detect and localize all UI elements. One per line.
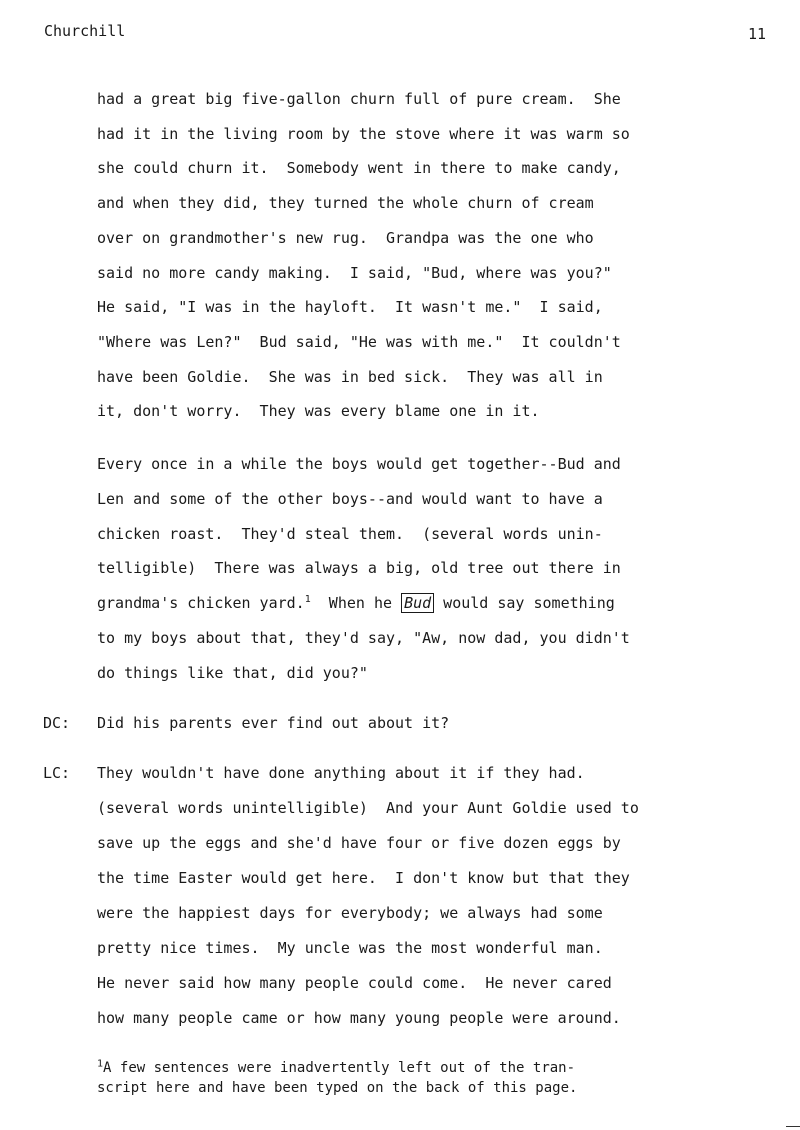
text-line: Did his parents ever find out about it? xyxy=(97,714,450,732)
text-line: telligible) There was always a big, old tree out there in xyxy=(97,559,621,578)
speaker-label-lc: LC: xyxy=(43,764,71,782)
margin-mark xyxy=(786,1126,800,1127)
text-line: save up the eggs and she'd have four or five dozen eggs by xyxy=(97,834,621,852)
text-line: she could churn it. Somebody went in there to make candy, xyxy=(97,159,621,178)
footnote-marker: 1 xyxy=(97,1058,104,1070)
text-line: were the happiest days for everybody; we always had some xyxy=(97,904,603,922)
text-line: chicken roast. They'd steal them. (several words unin- xyxy=(97,524,603,543)
text-line: and when they did, they turned the whole churn of cream xyxy=(97,194,594,213)
text-segment: When he xyxy=(310,594,402,613)
text-line: over on grandmother's new rug. Grandpa was the one who xyxy=(97,228,594,247)
text-line: Len and some of the other boys--and would want to have a xyxy=(97,489,603,508)
text-line: said no more candy making. I said, "Bud, where was you?" xyxy=(97,263,612,282)
text-line: how many people came or how many young people were around. xyxy=(97,1009,621,1027)
text-segment: would say something xyxy=(434,594,615,613)
text-line: "Where was Len?" Bud said, "He was with me." It couldn't xyxy=(97,332,621,351)
text-segment: grandma's chicken yard. xyxy=(97,594,305,613)
text-line: had it in the living room by the stove where it was warm so xyxy=(97,124,630,143)
text-line: pretty nice times. My uncle was the most wonderful man. xyxy=(97,939,603,957)
page-header-title: Churchill xyxy=(44,22,126,40)
speaker-label-dc: DC: xyxy=(43,714,71,732)
text-line: it, don't worry. They was every blame one in it. xyxy=(97,402,540,421)
footnote-reference: 1 xyxy=(304,594,311,606)
editorial-insertion: Bud xyxy=(401,593,434,613)
text-line: to my boys about that, they'd say, "Aw, now dad, you didn't xyxy=(97,629,630,647)
footnote-line xyxy=(97,1060,575,1076)
text-line: the time Easter would get here. I don't know but that they xyxy=(97,869,630,887)
text-line: do things like that, did you?" xyxy=(97,663,368,682)
footnote-text: A few sentences were inadvertently left out of the tran- xyxy=(103,1060,576,1076)
text-line: (several words unintelligible) And your Aunt Goldie used to xyxy=(97,799,639,817)
text-line: He said, "I was in the hayloft. It wasn't me." I said, xyxy=(97,298,603,317)
text-line: have been Goldie. She was in bed sick. They was all in xyxy=(97,367,603,386)
text-line-with-footnote-ref xyxy=(97,594,615,612)
page-number: 11 xyxy=(748,25,767,43)
text-line: They wouldn't have done anything about it if they had. xyxy=(97,764,585,782)
text-line: had a great big five-gallon churn full of pure cream. She xyxy=(97,90,621,108)
text-line: Every once in a while the boys would get together--Bud and xyxy=(97,455,621,473)
text-line: He never said how many people could come. He never cared xyxy=(97,974,612,992)
footnote-line: script here and have been typed on the back of this page. xyxy=(97,1080,578,1096)
